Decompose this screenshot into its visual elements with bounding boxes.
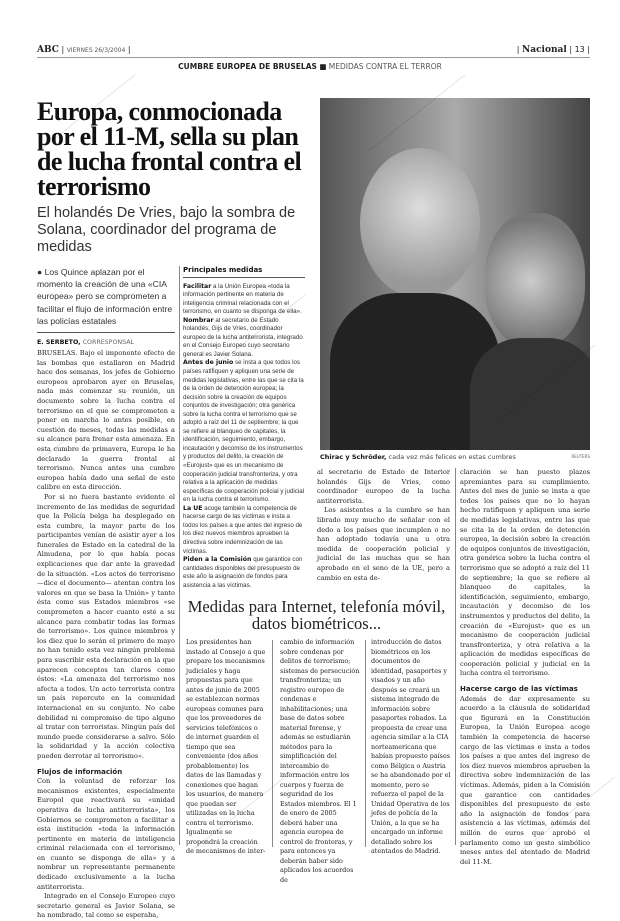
paragraph: al secretario de Estado de Interior holandés Gijs de Vries, como coordinador europeo de la lucha antiterrorista. xyxy=(317,468,450,505)
column-divider xyxy=(272,640,273,847)
photo-credit: REUTERS xyxy=(571,454,590,459)
byline xyxy=(37,339,175,346)
column-divider xyxy=(455,468,456,845)
box-title: Medidas para Internet, telefonía móvil, datos biométricos... xyxy=(187,597,446,633)
item-lead: Antes de junio xyxy=(183,359,234,367)
subhead: Hacerse cargo de las víctimas xyxy=(460,685,578,694)
section-name: Nacional xyxy=(522,45,567,55)
summary-bullet: ● Los Quince aplazan por el momento la creación de una «CIA europea» pero se comprometen a facilitar el flujo de información entre las policías estatales xyxy=(37,266,175,333)
paragraph: Con la voluntad de reforzar los mecanismos existentes, especialmente Europol que reactivará su «unidad operativa de lucha antiterrorista», los Gobiernos se comprometen a facilitar a esta institución «toda la información pertinente en materia de inteligencia criminal relacionada con el terrorismo, en cuanto se disponga de ella» y a nombrar un representante permanente dedicado exclusivamente a la lucha antiterrorista. xyxy=(37,777,175,891)
paragraph: Integrado en el Consejo Europeo cuyo secretario general es Javier Solana, se ha nombrado, tal como se esperaba, xyxy=(37,892,175,920)
photo-chirac-schroder xyxy=(320,98,590,450)
item-text: a la Unión Europea «toda la información pertinente en materia de inteligencia criminal relacionada con el terrorismo, en cuanto se disponga de ella». xyxy=(183,282,302,316)
paragraph: Los asistentes a la cumbre se han librado muy mucho de señalar con el dedo a los países que incumplen o no han adoptado todavía una u otra medida de cooperación policial y judicial de las muchas que se han aprobado en el seno de la UE, pero a cambio en esta de- xyxy=(317,506,450,582)
item-lead: La UE xyxy=(183,504,203,512)
column-divider xyxy=(365,640,366,847)
sidebar-item xyxy=(183,505,305,556)
article-column-1 xyxy=(37,349,175,921)
author: E. SERBETO, xyxy=(37,339,81,346)
paper-name: ABC xyxy=(37,45,59,55)
subheadline: El holandés De Vries, bajo la sombra de Solana, coordinador del programa de medidas xyxy=(37,205,296,255)
page-number: 13 xyxy=(574,45,585,54)
paragraph: Por si no fuera bastante evidente el incremento de las medidas de seguridad que la Policía belga ha desplegado en esta cumbre, la mayor parte de los participantes venían de asistir ayer a los funerales de Estado en la catedral de la Almudena, por lo que había pocas explicaciones que dar ante la gravedad de la situación. «Los actos de terrorismo —dice el documento— atentan contra los valores en que se basa la Unión» y tanto ésta como sus Estados miembros «se comprometen a hacer cuanto esté a su alcance para combatir todas las formas de terrorismo». Los quince miembros y los diez que lo serán el primero de mayo no han tenido esta vez ningún problema para suscribir esta declaración en la que aparecen conceptos tan claros como éstos: «La amenaza del terrorismo nos afecta a todos. Un acto terrorista contra un país repercute en la comunidad internacional en su conjunto. No cabe debilidad ni compromiso de tipo alguno al tratar con terroristas. Ningún país del mundo puede considerarse a salvo. Sólo la solidaridad y la acción colectiva pueden derrotar al terrorismo». xyxy=(37,492,175,760)
article-column-2 xyxy=(317,468,450,583)
page-header: ABC | VIERNES 26/3/2004 | | Nacional | 13 | xyxy=(37,44,590,58)
box-column-1: Los presidentes han instado al Consejo a que prepare los mecanismos judiciales y haga propuestas para que antes de junio de 2005 se establezcan normas europeas comunes para que los proveedores de servicios telefónicos o de internet guarden el tiempo que sea conveniente (dos años probablemente) los datos de las llamadas y conexiones que hagan los usuarios, de manera que puedan ser utilizadas en la lucha contra el terrorismo. Igualmente se propondrá la creación de mecanismos de inter- xyxy=(186,638,266,855)
box-column-2: cambio de información sobre condenas por delitos de terrorismo; sistemas de persecución transfronteriza; un registro europeo de condenas e inhabilitaciones; una base de datos sobre material forense, y además se estudiarán métodos para la simplificación del intercambio de información entre los cuerpos y fuerza de seguridad de los Estados miembros. El 1 de enero de 2005 deberá haber una agencia europea de control de fronteras, y para entonces ya deberán haber sido aplicados los acuerdos de xyxy=(280,638,360,884)
subhead: Flujos de información xyxy=(37,767,123,776)
item-lead: Facilitar xyxy=(183,282,212,290)
paragraph: Además de dar expresamente su acuerdo a la cláusula de solidaridad que figurará en la Constitución Europea, la Unión Europea acoge también la competencia de hacerse cargo de las víctimas e insta a todos los países a que antes del ingreso de los diez nuevos miembros aprueben la directiva sobre indemnización de las víctimas. Además, piden a la Comisión que garantice con cantidades disponibles del presupuesto de este año la asignación de fondos para asistencia a las víctimas, además del millón de euros que aprobó el parlamento como un gesto simbólico meses antes del atentado de Madrid del 11-M. xyxy=(460,694,590,866)
photo-caption xyxy=(320,453,590,461)
caption-text: cada vez más felices en estas cumbres xyxy=(388,453,516,461)
sidebar-item xyxy=(183,283,305,317)
sidebar-item xyxy=(183,556,305,590)
item-lead: Piden a la Comisión xyxy=(183,556,252,564)
column-divider xyxy=(179,266,180,845)
sidebar-item xyxy=(183,317,305,360)
kicker-bold: CUMBRE EUROPEA DE BRUSELAS xyxy=(178,62,317,71)
paragraph: BRUSELAS. Bajo el imponente efecto de las bombas que estallaron en Madrid hace dos semanas, los jefes de Gobierno europeos aprobaron ayer en Bruselas, nada más comenzar su reunión, un documento sobre la lucha contra el terrorismo en el que se comprometen a poner en marcha lo antes posible, en cuestión de meses, todas las medidas a su alcance para frenar esta amenaza. En esta cumbre de primavera, Europa le ha declarado la guerra frontal al terrorismo. Nunca antes una cumbre europea había dado una señal de este calibre en esta dirección. xyxy=(37,349,175,492)
item-text: que garantice con cantidades disponibles del presupuesto de este año la asignación de fondos para asistencia a las víctimas. xyxy=(183,556,303,589)
author-role: CORRESPONSAL xyxy=(82,339,135,346)
item-text: al secretario de Estado holandés, Gijs de Vries, coordinador europeo de la lucha antiterrorista, integrado en el Consejo Europeo cuyo secretario general es Javier Solana. xyxy=(183,316,303,358)
kicker xyxy=(0,62,620,71)
kicker-rest: MEDIDAS CONTRA EL TERROR xyxy=(328,62,442,71)
box-column-3: introducción de datos biométricos en los documentos de identidad, pasaportes y visados y un año después se creará un sistema integrado de información sobre pasaportes robados. La propuesta de crear una agencia similar a la CIA norteamericana que habían propuesto países como Bélgica o Austria se ha abandonado por el momento, pero se refuerza el papel de la Unidad Operativa de los jefes de policía de la Unión, a la que se ha encargado un informe detallado sobre los atentados de Madrid. xyxy=(371,638,451,855)
kicker-separator: ■ xyxy=(319,62,327,71)
sidebar-principales-medidas xyxy=(183,266,305,590)
item-text: se insta a que todos los países ratifiquen y apliquen una serie de medidas legislativas, entre las que se cita la de la orden de detención europea; la decisión sobre la creación de equipos conjuntos de investigación; otra genérica sobre la lucha contra el terrorismo que se adoptó a raíz del 11 de septiembre; la que se refiere al blanqueo de capitales, la identificación, seguimiento, embargo, incautación y decomiso de los instrumentos y productos del delito, la creación de «Eurojust» que es un mecanismo de cooperación judicial transfronteriza, y otra relativa a la aplicación de medidas específicas de cooperación policial y judicial en la lucha contra el terrorismo. xyxy=(183,359,305,504)
item-lead: Nombrar xyxy=(183,316,214,324)
item-text: acoge también la competencia de hacerse cargo de las víctimas e insta a todos los países a que antes del ingreso de los diez nuevos miembros aprueben la directiva sobre indemnización de las víctimas. xyxy=(183,504,303,555)
headline: Europa, conmocionada por el 11-M, sella su plan de lucha frontal contra el terrorismo xyxy=(37,97,302,201)
sidebar-title: Principales medidas xyxy=(183,266,305,278)
article-column-3 xyxy=(460,468,590,867)
sidebar-item xyxy=(183,359,305,504)
caption-bold: Chirac y Schröder, xyxy=(320,453,387,461)
paragraph: claración se han puesto plazos apremiantes para su cumplimiento. Antes del mes de junio se insta a que todos los países que no lo hayan hecho ratifiquen y apliquen una serie de medidas legislativas, entre las que se cita la de la orden de detención europea, la decisión sobre la creación de equipos conjuntos de investigación, otra genérica sobre la lucha contra el terrorismo que se adoptó a raíz del 11 de septiembre; la que se refiere al blanqueo de capitales, la identificación, seguimiento, embargo, incautación y decomiso de los instrumentos y productos del delito, la creación de «Eurojust» que es un mecanismo de cooperación judicial transfronteriza, y otra relativa a la aplicación de medidas específicas de cooperación policial y judicial en la lucha contra el terrorismo. xyxy=(460,468,590,678)
issue-date: VIERNES 26/3/2004 xyxy=(66,47,126,54)
